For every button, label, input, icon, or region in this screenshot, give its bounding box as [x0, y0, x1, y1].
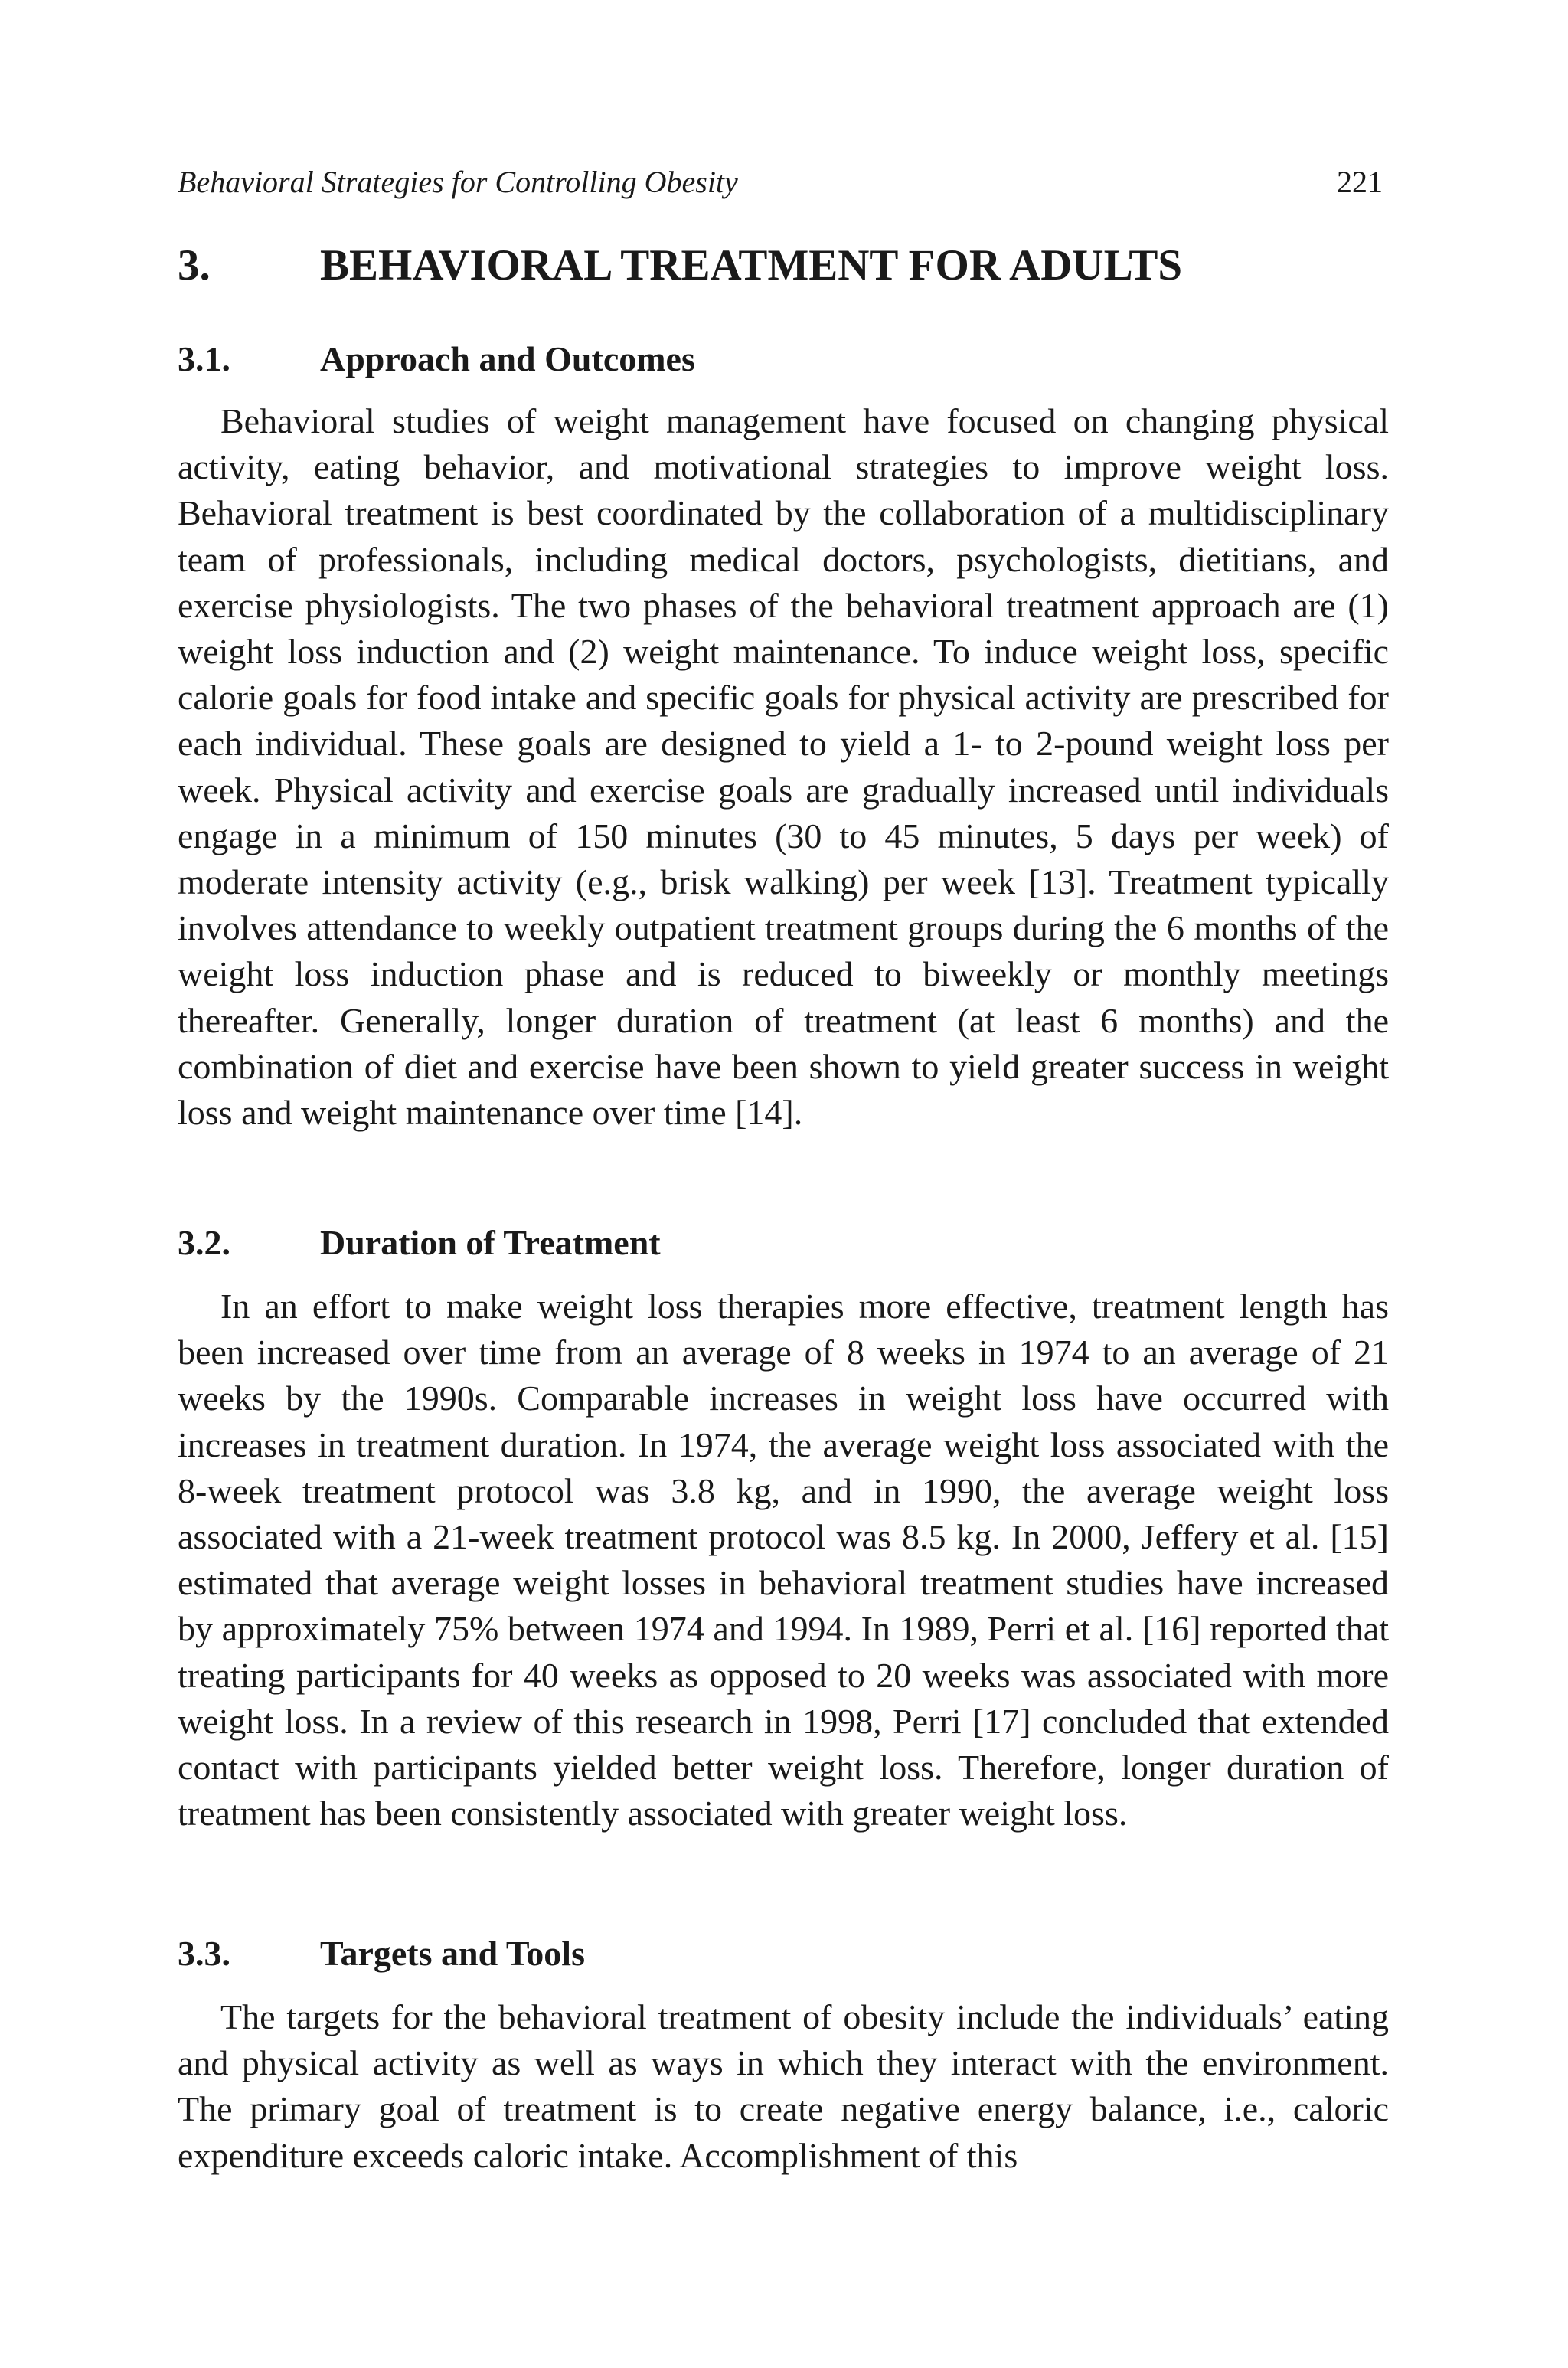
subsection-heading-duration [178, 1225, 661, 1261]
subsection-title: Duration of Treatment [320, 1223, 661, 1262]
page-number: 221 [1337, 165, 1383, 199]
subsection-number: 3.3. [178, 1934, 230, 1973]
section-heading [178, 241, 1183, 289]
section-number: 3. [178, 241, 211, 289]
paragraph-duration-of-treatment: In an effort to make weight loss therapies more effective, treatment length has been increased over time from an average of 8 weeks in 1974 to an average of 21 weeks by the 1990s. Comparable increases in weight loss have occurred with increases in treatment duration. In 1974, the average weight loss associated with the 8-week treatment protocol was 3.8 kg, and in 1990, the average weight loss associated with a 21-week treatment protocol was 8.5 kg. In 2000, Jeffery et al. [15] estimated that average weight losses in behavioral treatment studies have increased by approximately 75% between 1974 and 1994. In 1989, Perri et al. [16] reported that treating participants for 40 weeks as opposed to 20 weeks was associated with more weight loss. In a review of this research in 1998, Perri [17] concluded that extended contact with participants yielded better weight loss. Therefore, longer duration of treatment has been consistently associated with greater weight loss. [178, 1287, 1389, 1833]
subsection-title: Approach and Outcomes [320, 339, 695, 378]
paragraph-approach-and-outcomes: Behavioral studies of weight management have focused on changing physical activity, eating behavior, and motivational strategies to improve weight loss. Behavioral treatment is best coordinated by the collaboration of a multidisciplinary team of professionals, including medical doctors, psychologists, dietitians, and exercise physiologists. The two phases of the behavioral treatment approach are (1) weight loss induction and (2) weight maintenance. To induce weight loss, specific calorie goals for food intake and specific goals for physical activity are prescribed for each individual. These goals are designed to yield a 1- to 2-pound weight loss per week. Physical activity and exercise goals are gradually increased until individuals engage in a minimum of 150 minutes (30 to 45 minutes, 5 days per week) of moderate intensity activity (e.g., brisk walking) per week [13]. Treatment typically involves attendance to weekly outpatient treatment groups during the 6 months of the weight loss induction phase and is reduced to biweekly or monthly meetings thereafter. Generally, longer duration of treatment (at least 6 months) and the combination of diet and exercise have been shown to yield greater success in weight loss and weight maintenance over time [14]. [178, 401, 1389, 1133]
subsection-heading-approach [178, 339, 695, 378]
subsection-heading-targets [178, 1936, 585, 1971]
subsection-title: Targets and Tools [320, 1934, 585, 1973]
subsection-number: 3.1. [178, 339, 230, 378]
subsection-number: 3.2. [178, 1223, 230, 1262]
section-title: BEHAVIORAL TREATMENT FOR ADULTS [320, 241, 1183, 289]
paragraph-targets-and-tools: The targets for the behavioral treatment of obesity include the individuals’ eating and physical activity as well as ways in which they interact with the environment. The primary goal of treatment is to create negative energy balance, i.e., caloric expenditure exceeds caloric intake. Accomplishment of this [178, 1997, 1389, 2175]
running-head-title: Behavioral Strategies for Controlling Obesity [178, 165, 738, 199]
